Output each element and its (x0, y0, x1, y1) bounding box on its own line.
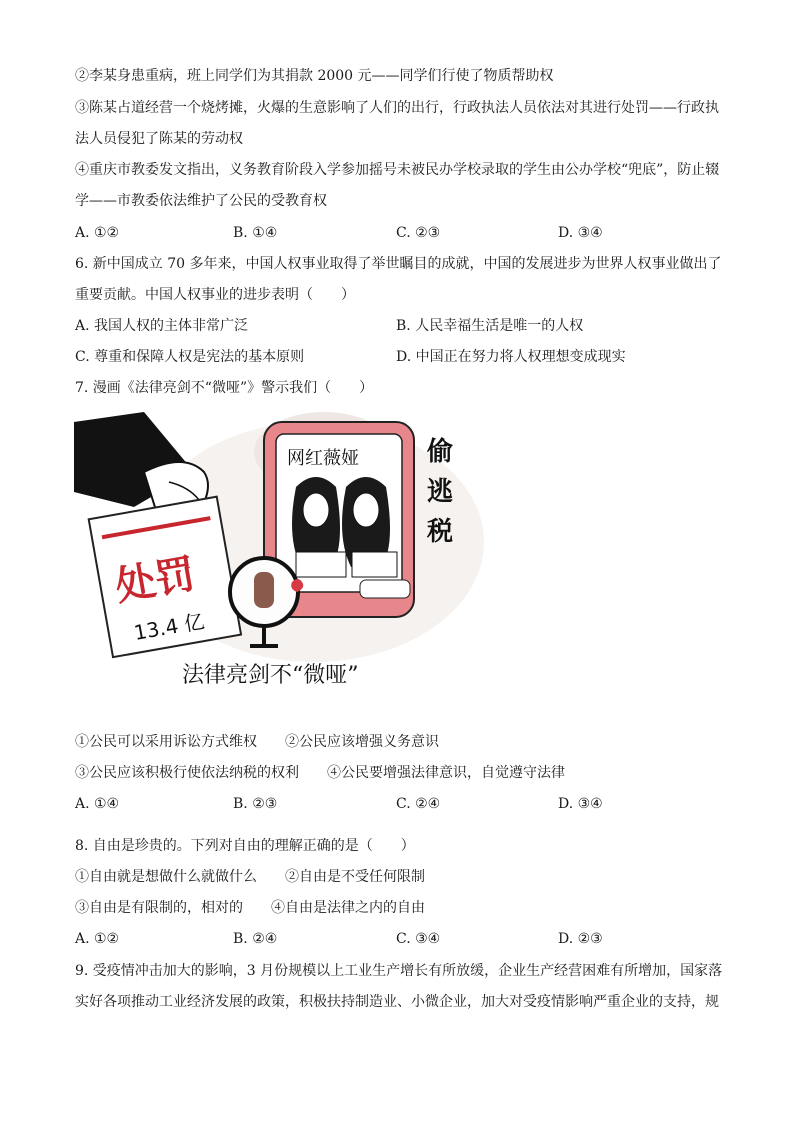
q9-stem-line1: 9. 受疫情冲击加大的影响，3 月份规模以上工业生产增长有所放缓，企业生产经营困难有所增加，国家落 (75, 963, 723, 979)
side-label (426, 436, 453, 547)
statement-3-line2: 法人员侵犯了陈某的劳动权 (75, 131, 243, 147)
q6-option-c: C. 尊重和保障人权是宪法的基本原则 (75, 349, 305, 365)
q5-option-d: D. ③④ (558, 225, 603, 241)
q8-statements-2: ③自由是有限制的，相对的 ④自由是法律之内的自由 (75, 900, 425, 916)
penalty-title: 处罚 (111, 551, 199, 611)
q8-option-a: A. ①② (75, 931, 120, 947)
q5-option-a: A. ①② (75, 225, 120, 241)
statement-3-line1: ③陈某占道经营一个烧烤摊，火爆的生意影响了人们的出行，行政执法人员依法对其进行处罚——行政执 (75, 100, 719, 116)
phone-title: 网红薇娅 (287, 448, 359, 469)
statement-4-line2: 学——市教委依法维护了公民的受教育权 (75, 193, 327, 209)
q5-option-c: C. ②③ (396, 225, 441, 241)
q9-stem-line2: 实好各项推动工业经济发展的政策，积极扶持制造业、小微企业，加大对受疫情影响严重企业的支持，规 (75, 994, 719, 1010)
svg-text:偷: 偷 (427, 437, 454, 467)
q7-statements-2: ③公民应该积极行使依法纳税的权利 ④公民要增强法律意识，自觉遵守法律 (75, 765, 565, 781)
q8-statements-1: ①自由就是想做什么就做什么 ②自由是不受任何限制 (75, 869, 425, 885)
q5-option-b: B. ①④ (233, 225, 278, 241)
cartoon-illustration (74, 412, 484, 702)
q7-option-c: C. ②④ (396, 796, 441, 812)
svg-text:逃: 逃 (427, 477, 454, 507)
q6-option-a: A. 我国人权的主体非常广泛 (75, 318, 249, 334)
q7-option-d: D. ③④ (558, 796, 603, 812)
q6-stem-line2: 重要贡献。中国人权事业的进步表明（ ） (75, 287, 355, 303)
statement-2: ②李某身患重病，班上同学们为其捐款 2000 元——同学们行使了物质帮助权 (75, 68, 554, 84)
q7-stem: 7. 漫画《法律亮剑不“微哑”》警示我们（ ） (75, 380, 374, 396)
penalty-amount: 13.4 亿 (132, 608, 207, 645)
q6-option-d: D. 中国正在努力将人权理想变成现实 (396, 349, 626, 365)
q7-option-a: A. ①④ (75, 796, 120, 812)
q6-option-b: B. 人民幸福生活是唯一的人权 (396, 318, 584, 334)
q8-option-c: C. ③④ (396, 931, 441, 947)
q8-option-b: B. ②④ (233, 931, 278, 947)
q8-stem: 8. 自由是珍贵的。下列对自由的理解正确的是（ ） (75, 838, 415, 854)
q7-option-b: B. ②③ (233, 796, 278, 812)
q6-stem-line1: 6. 新中国成立 70 多年来，中国人权事业取得了举世瞩目的成就，中国的发展进步为世界人权事业做出了 (75, 256, 722, 272)
svg-text:税: 税 (427, 517, 454, 547)
cartoon-caption: 法律亮剑不“微哑” (182, 663, 359, 688)
penalty-paper (89, 497, 241, 657)
q8-option-d: D. ②③ (558, 931, 603, 947)
q7-statements-1: ①公民可以采用诉讼方式维权 ②公民应该增强义务意识 (75, 734, 439, 750)
statement-4-line1: ④重庆市教委发文指出，义务教育阶段入学参加摇号未被民办学校录取的学生由公办学校“兜底”，防止辍 (75, 162, 720, 178)
